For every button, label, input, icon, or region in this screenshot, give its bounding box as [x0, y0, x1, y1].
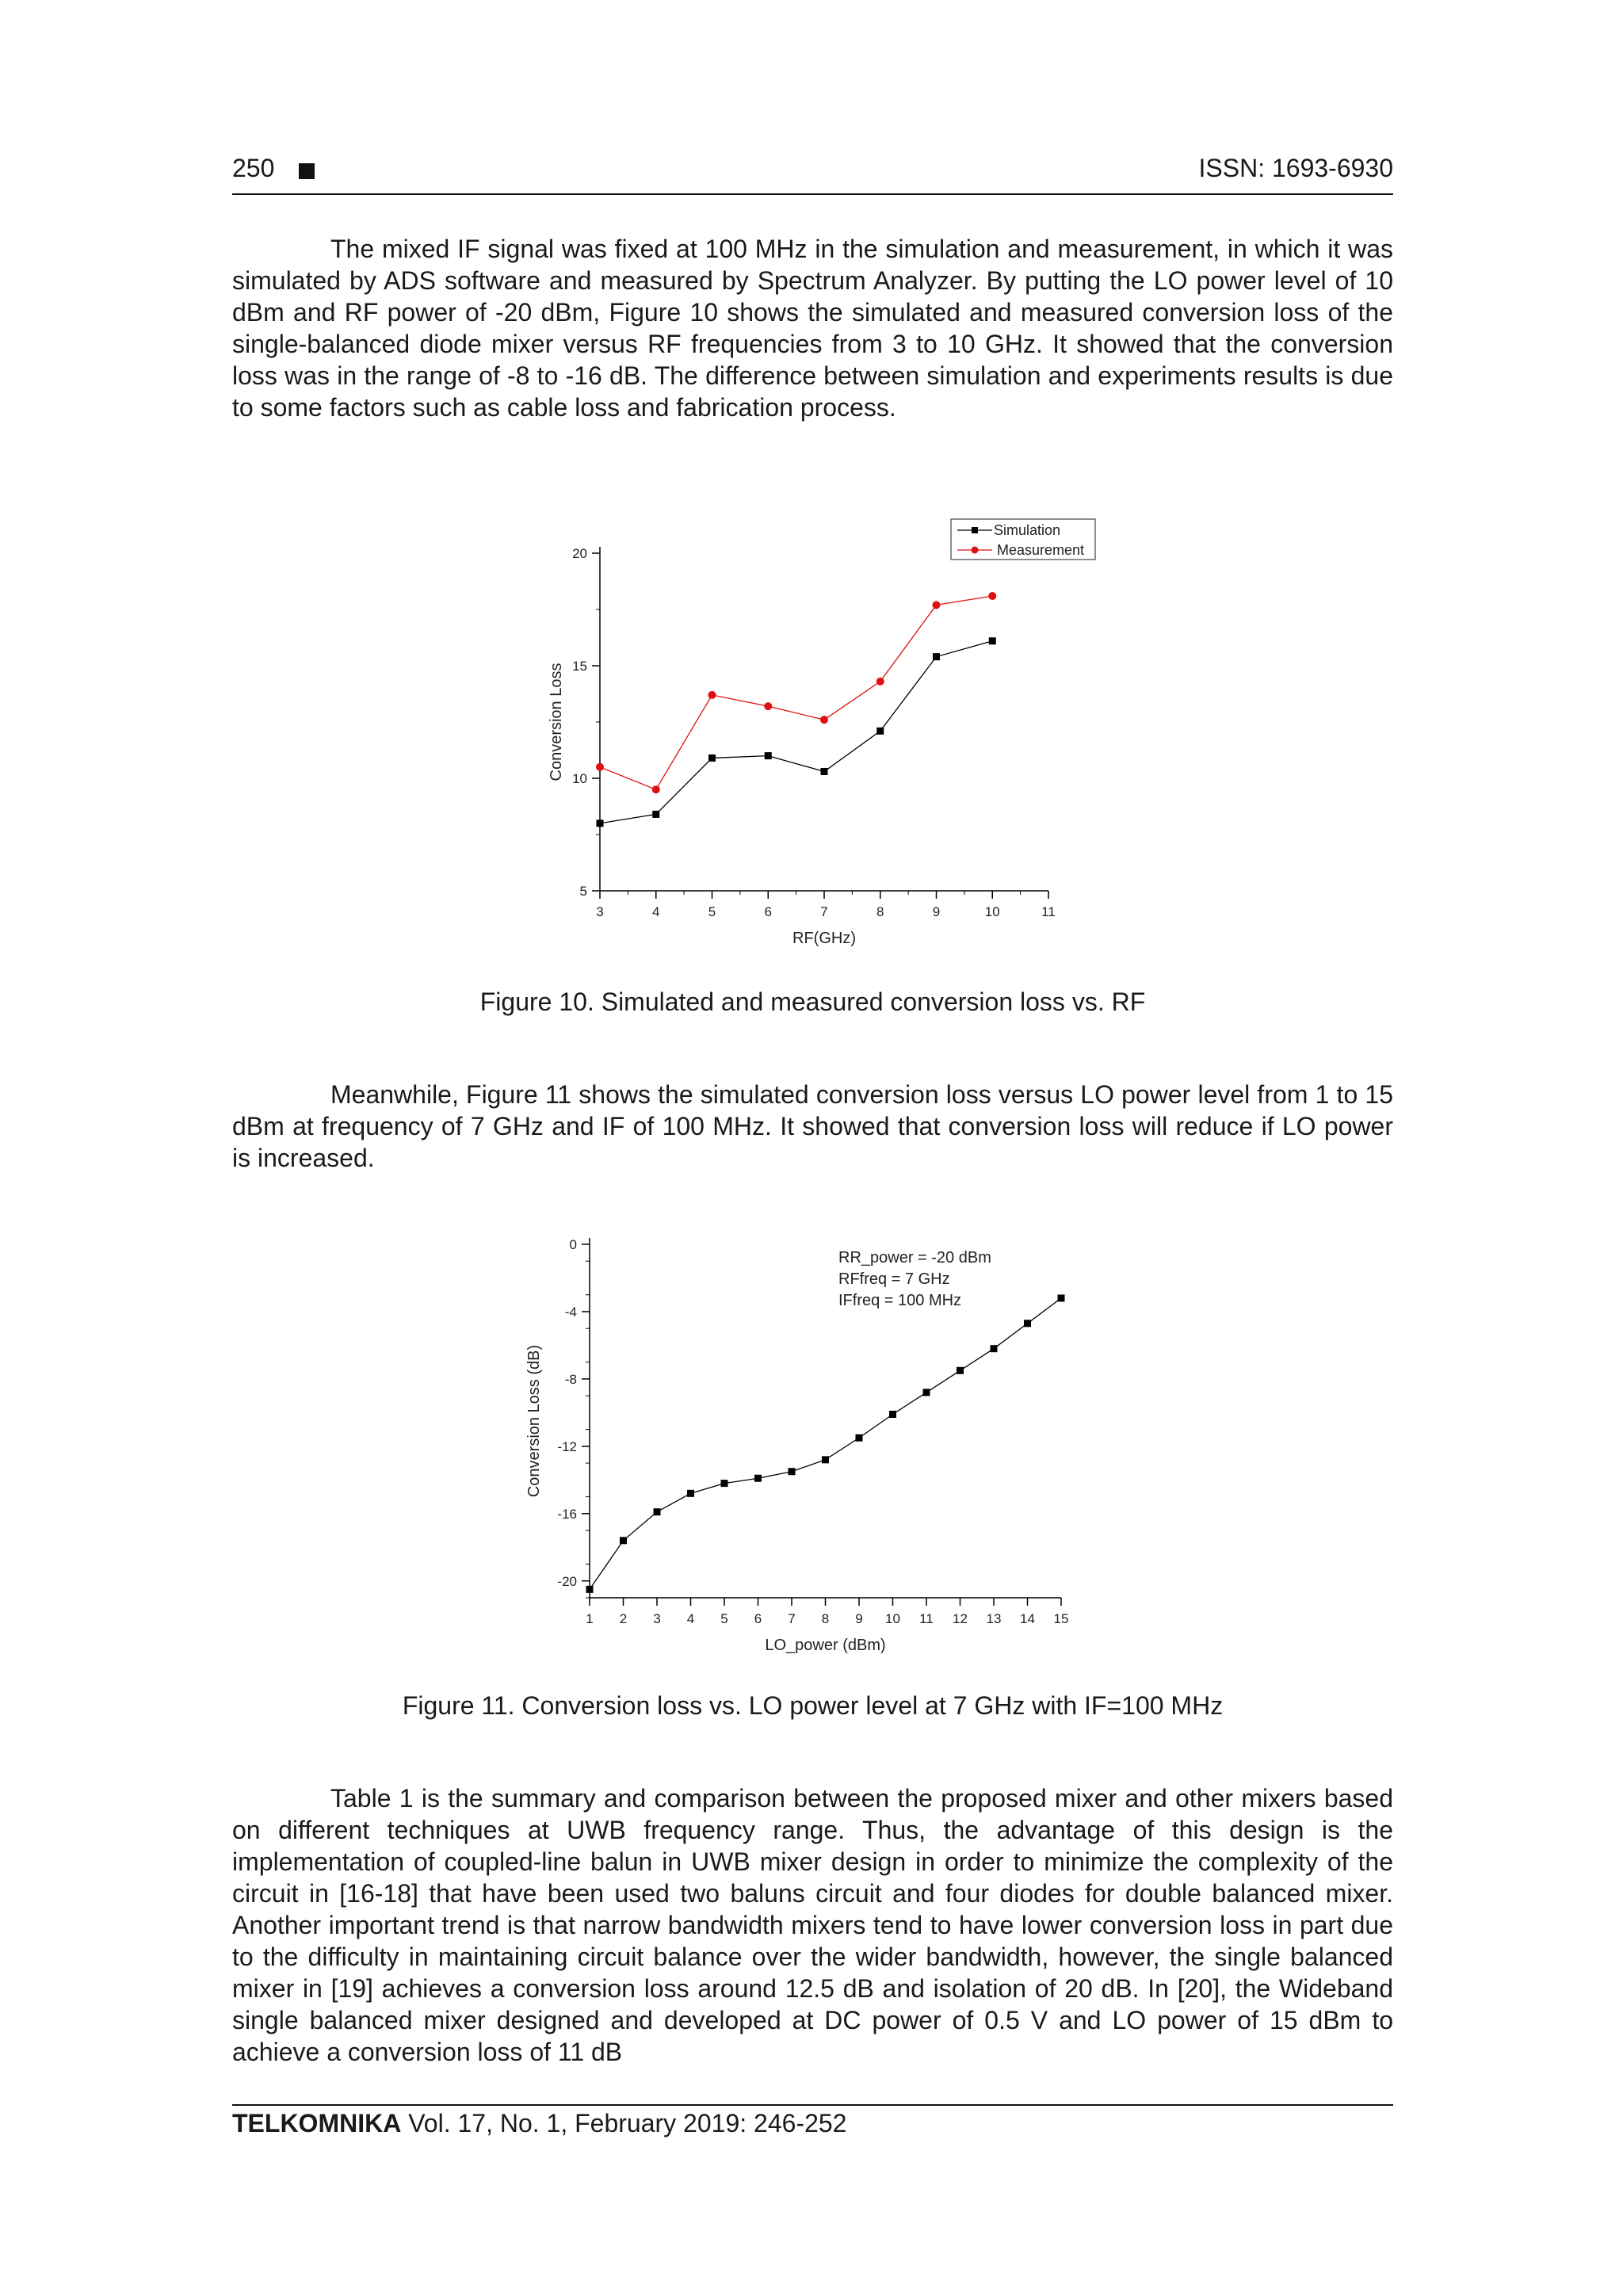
- data-point: [876, 678, 884, 686]
- data-point: [708, 691, 716, 699]
- x-tick-label: 6: [764, 904, 772, 919]
- data-point: [957, 1367, 964, 1374]
- data-point: [654, 1508, 661, 1515]
- series-line: [600, 641, 992, 823]
- y-tick-label: 20: [572, 546, 587, 561]
- paragraph-3: Table 1 is the summary and comparison between the proposed mixer and other mixers based on different techniques at UWB frequency range. Thus, the advantage of this design is the implementation of coupled-line balun in UWB mixer design in order to minimize the complexity of the circuit in [16-18] that have been used two baluns circuit and four diodes for double balanced mixer. Another important trend is that narrow bandwidth mixers tend to have lower conversion loss in part due to the difficulty in maintaining circuit balance over the wider bandwidth, however, the single balanced mixer in [19] achieves a conversion loss around 12.5 dB and isolation of 20 dB. In [20], the Wideband single balanced mixer designed and developed at DC power of 0.5 V and LO power of 15 dBm to achieve a conversion loss of 11 dB: [232, 1784, 1393, 2066]
- page-footer: [232, 2109, 846, 2138]
- square-bullet-icon: [299, 163, 315, 179]
- y-axis-label: Conversion Loss (dB): [525, 1344, 543, 1498]
- footer-rule: [232, 2104, 1393, 2106]
- x-tick-label: 7: [820, 904, 828, 919]
- data-point: [687, 1490, 694, 1497]
- data-point: [991, 1345, 998, 1352]
- y-axis-label: Conversion Loss: [548, 663, 565, 781]
- chart-annotation: RR_power = -20 dBm: [838, 1249, 991, 1266]
- x-tick-label: 15: [1053, 1611, 1069, 1626]
- figure-11-chart: [523, 1224, 1094, 1668]
- y-tick-label: -4: [564, 1304, 577, 1320]
- data-point: [708, 755, 716, 762]
- legend-marker: [972, 547, 979, 554]
- x-tick-label: 5: [708, 904, 716, 919]
- x-axis-label: RF(GHz): [792, 930, 856, 947]
- data-point: [933, 653, 940, 660]
- data-point: [586, 1586, 594, 1593]
- page-header: [232, 154, 1393, 193]
- series-line: [590, 1298, 1061, 1589]
- y-tick-label: 0: [569, 1237, 577, 1252]
- x-tick-label: 5: [720, 1611, 728, 1626]
- legend-marker: [972, 527, 978, 533]
- x-tick-label: 11: [919, 1611, 934, 1626]
- figure-11-caption: Figure 11. Conversion loss vs. LO power level at 7 GHz with IF=100 MHz: [402, 1691, 1224, 1720]
- x-tick-label: 4: [652, 904, 660, 919]
- series-line: [600, 596, 992, 789]
- data-point: [988, 592, 996, 600]
- x-tick-label: 6: [754, 1611, 762, 1626]
- data-point: [721, 1480, 728, 1487]
- x-tick-label: 10: [885, 1611, 900, 1626]
- y-tick-label: 10: [572, 771, 587, 786]
- x-tick-label: 4: [686, 1611, 695, 1626]
- x-tick-label: 10: [984, 904, 1000, 919]
- x-tick-label: 14: [1020, 1611, 1035, 1626]
- data-point: [1024, 1320, 1031, 1327]
- y-tick-label: -12: [557, 1438, 577, 1454]
- data-point: [822, 1456, 829, 1463]
- x-tick-label: 9: [932, 904, 941, 919]
- y-tick-label: -20: [557, 1573, 577, 1589]
- footer-citation: Vol. 17, No. 1, February 2019: 246-252: [408, 2109, 847, 2137]
- x-tick-label: 2: [619, 1611, 628, 1626]
- legend-label: Measurement: [997, 542, 1085, 558]
- x-tick-label: 8: [876, 904, 884, 919]
- data-point: [620, 1537, 627, 1544]
- data-point: [754, 1475, 762, 1482]
- x-tick-label: 3: [653, 1611, 661, 1626]
- y-tick-label: -16: [557, 1506, 577, 1522]
- paragraph-1: The mixed IF signal was fixed at 100 MHz in the simulation and measurement, in which it was simulated by ADS software and measured by Spectrum Analyzer. By putting the LO power level of 10 dBm and RF power of -20 dBm, Figure 10 shows the simulated and measured conversion loss of the single-balanced diode mixer versus RF frequencies from 3 to 10 GHz. It showed that the conversion loss was in the range of -8 to -16 dB. The difference between simulation and experiments results is due to some factors such as cable loss and fabrication process.: [232, 235, 1393, 422]
- data-point: [989, 637, 996, 644]
- data-point: [821, 768, 828, 775]
- page-number: 250: [232, 154, 275, 182]
- data-point: [876, 728, 884, 735]
- data-point: [764, 702, 772, 710]
- data-point: [1058, 1294, 1065, 1301]
- x-tick-label: 11: [1041, 904, 1056, 919]
- issn-label: ISSN: 1693-6930: [1198, 154, 1393, 182]
- figure-10-chart: [523, 511, 1125, 959]
- data-point: [652, 785, 660, 793]
- x-tick-label: 13: [986, 1611, 1002, 1626]
- x-tick-label: 7: [788, 1611, 796, 1626]
- y-tick-label: -8: [564, 1371, 577, 1387]
- figure-10-caption: Figure 10. Simulated and measured conversion loss vs. RF: [479, 988, 1146, 1016]
- data-point: [597, 819, 604, 827]
- paragraph-2: Meanwhile, Figure 11 shows the simulated conversion loss versus LO power level from 1 to 15 dBm at frequency of 7 GHz and IF of 100 MHz. It showed that conversion loss will reduce if LO power is increased.: [232, 1080, 1393, 1172]
- data-point: [596, 763, 604, 771]
- x-axis-label: LO_power (dBm): [765, 1637, 886, 1654]
- journal-name: TELKOMNIKA: [232, 2109, 402, 2137]
- x-tick-label: 8: [821, 1611, 830, 1626]
- y-tick-label: 15: [572, 659, 587, 674]
- data-point: [820, 716, 828, 724]
- data-point: [765, 752, 772, 759]
- y-tick-label: 5: [579, 884, 587, 899]
- header-rule: [232, 193, 1393, 195]
- data-point: [889, 1411, 896, 1418]
- chart-annotation: RFfreq = 7 GHz: [838, 1270, 950, 1288]
- data-point: [652, 811, 659, 818]
- x-tick-label: 1: [586, 1611, 594, 1626]
- data-point: [933, 601, 941, 609]
- data-point: [789, 1468, 796, 1475]
- data-point: [923, 1389, 930, 1396]
- chart-annotation: IFfreq = 100 MHz: [838, 1292, 962, 1309]
- data-point: [856, 1435, 863, 1442]
- x-tick-label: 3: [596, 904, 604, 919]
- legend-label: Simulation: [994, 522, 1061, 538]
- x-tick-label: 9: [855, 1611, 863, 1626]
- x-tick-label: 12: [953, 1611, 968, 1626]
